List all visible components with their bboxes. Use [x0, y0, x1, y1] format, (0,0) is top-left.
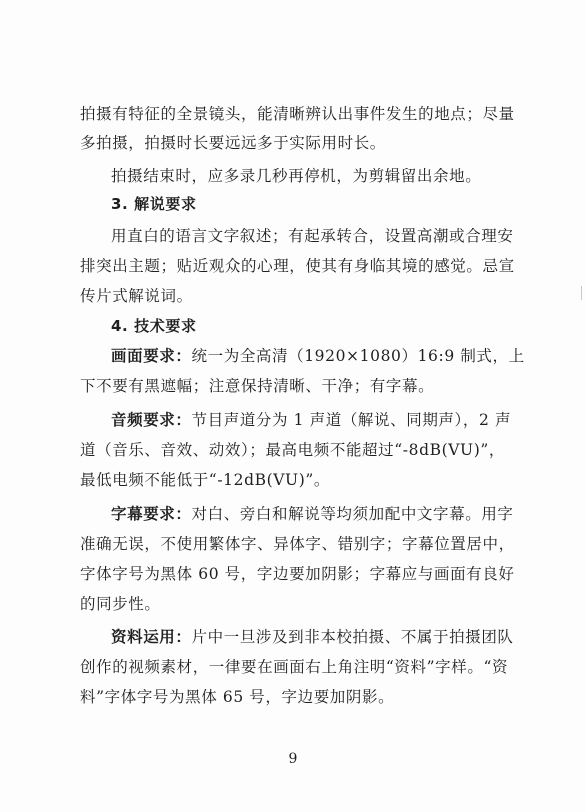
paragraph-line: 下不要有黑遮幅；注意保持清晰、干净；有字幕。	[80, 377, 435, 395]
section-heading-technical: 4. 技术要求	[111, 317, 197, 335]
paragraph-line: 字体字号为黑体 60 号，字边要加阴影；字幕应与画面有良好	[80, 565, 515, 583]
scan-edge-mark	[581, 286, 582, 300]
paragraph-line: 传片式解说词。	[80, 287, 193, 305]
page-number: 9	[288, 751, 298, 767]
paragraph-line: 道（音乐、音效、动效）；最高电频不能超过“-8dB(VU)”，	[80, 441, 505, 459]
paragraph-line: 最低电频不能低于“-12dB(VU)”。	[80, 471, 330, 489]
paragraph-line: 拍摄结束时，应多录几秒再停机，为剪辑留出余地。	[111, 167, 482, 185]
paragraph-line: 多拍摄，拍摄时长要远远多于实际用时长。	[80, 134, 386, 152]
picture-requirement-label: 画面要求：	[111, 347, 192, 365]
picture-requirement-text: 统一为全高清（1920×1080）16:9 制式，上	[191, 347, 525, 365]
section-heading-narration: 3. 解说要求	[111, 195, 197, 213]
audio-requirement-text: 节目声道分为 1 声道（解说、同期声），2 声	[191, 411, 512, 429]
material-requirement-label: 资料运用：	[111, 628, 192, 646]
paragraph-line: 料”字体字号为黑体 65 号，字边要加阴影。	[80, 688, 395, 706]
paragraph-line: 拍摄有特征的全景镜头，能清晰辨认出事件发生的地点；尽量	[80, 105, 515, 123]
material-requirement-line	[111, 627, 514, 647]
audio-requirement-label: 音频要求：	[111, 411, 192, 429]
paragraph-line: 用直白的语言文字叙述；有起承转合，设置高潮或合理安	[111, 227, 514, 245]
subtitle-requirement-line	[111, 504, 514, 524]
paragraph-line: 的同步性。	[80, 595, 161, 613]
material-requirement-text: 片中一旦涉及到非本校拍摄、不属于拍摄团队	[191, 628, 514, 646]
audio-requirement-line	[111, 410, 512, 430]
paragraph-line: 排突出主题；贴近观众的心理，使其有身临其境的感觉。忌宣	[80, 257, 515, 275]
paragraph-line: 准确无误，不使用繁体字、异体字、错别字；字幕位置居中，	[80, 535, 515, 553]
picture-requirement-line	[111, 346, 525, 366]
subtitle-requirement-label: 字幕要求：	[111, 505, 192, 523]
subtitle-requirement-text: 对白、旁白和解说等均须加配中文字幕。用字	[191, 505, 514, 523]
paragraph-line: 创作的视频素材，一律要在画面右上角注明“资料”字样。“资	[80, 658, 509, 676]
